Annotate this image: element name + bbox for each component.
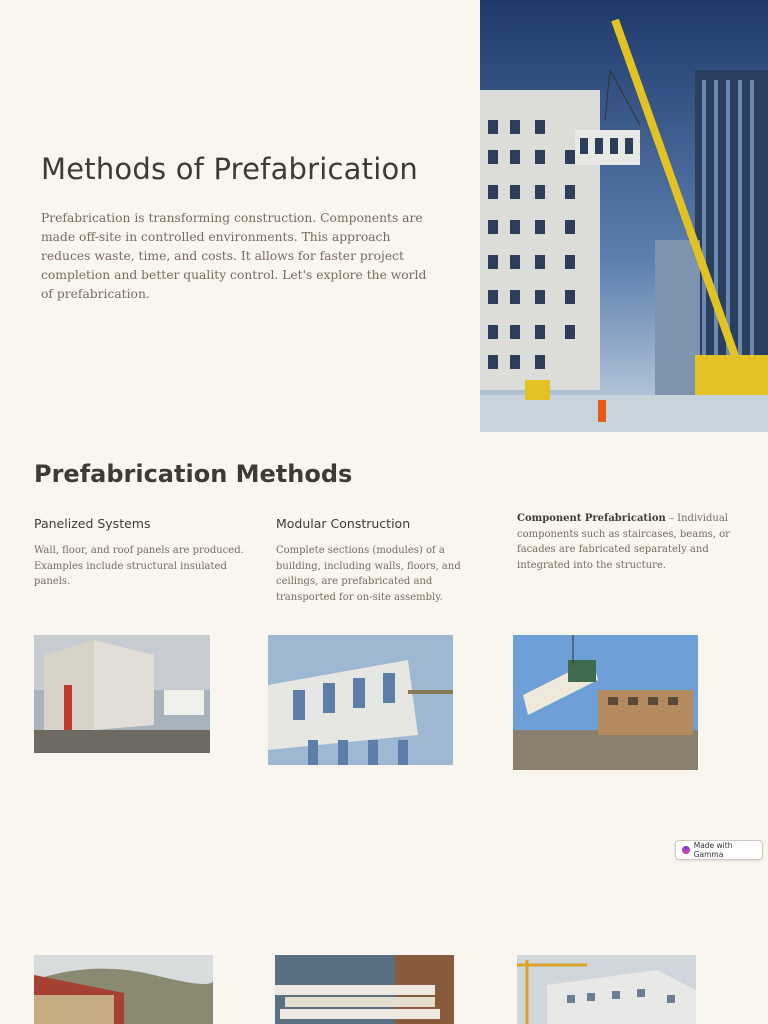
hero-description: Prefabrication is transforming construction. Components are made off-site in controlled environments. This approach reduces waste, time, and costs. It allows for faster project completion and better quality control. Let's explore the world of prefabrication. bbox=[41, 211, 427, 301]
house-panel-image bbox=[34, 955, 213, 1024]
badge-label: Made with Gamma bbox=[693, 841, 733, 859]
hero-image-crane-modular-building bbox=[480, 0, 768, 432]
component-prefabrication-heading: Component Prefabrication bbox=[517, 513, 666, 524]
gamma-logo-icon bbox=[682, 846, 690, 854]
modular-construction-image bbox=[268, 635, 453, 765]
component-prefabrication-image bbox=[513, 635, 698, 770]
building-components-image bbox=[517, 955, 696, 1024]
component-prefabrication-description: – Individual components such as staircases, beams, or facades are fabricated separately and integrated into the structure. bbox=[517, 513, 730, 571]
component-prefabrication-text bbox=[517, 511, 732, 573]
panelized-systems-heading: Panelized Systems bbox=[34, 516, 151, 531]
panelized-systems-text: Wall, floor, and roof panels are produced. Examples include structural insulated panels. bbox=[34, 545, 244, 588]
modular-construction-text: Complete sections (modules) of a building, including walls, floors, and ceilings, are prefabricated and transported for on-site assembly. bbox=[276, 545, 461, 603]
section-title: Prefabrication Methods bbox=[34, 460, 353, 488]
made-with-gamma-badge[interactable] bbox=[675, 840, 763, 860]
modular-construction-heading: Modular Construction bbox=[276, 516, 411, 531]
stacked-panels-image bbox=[275, 955, 454, 1024]
hero-title: Methods of Prefabrication bbox=[41, 152, 419, 186]
panelized-systems-image bbox=[34, 635, 210, 753]
